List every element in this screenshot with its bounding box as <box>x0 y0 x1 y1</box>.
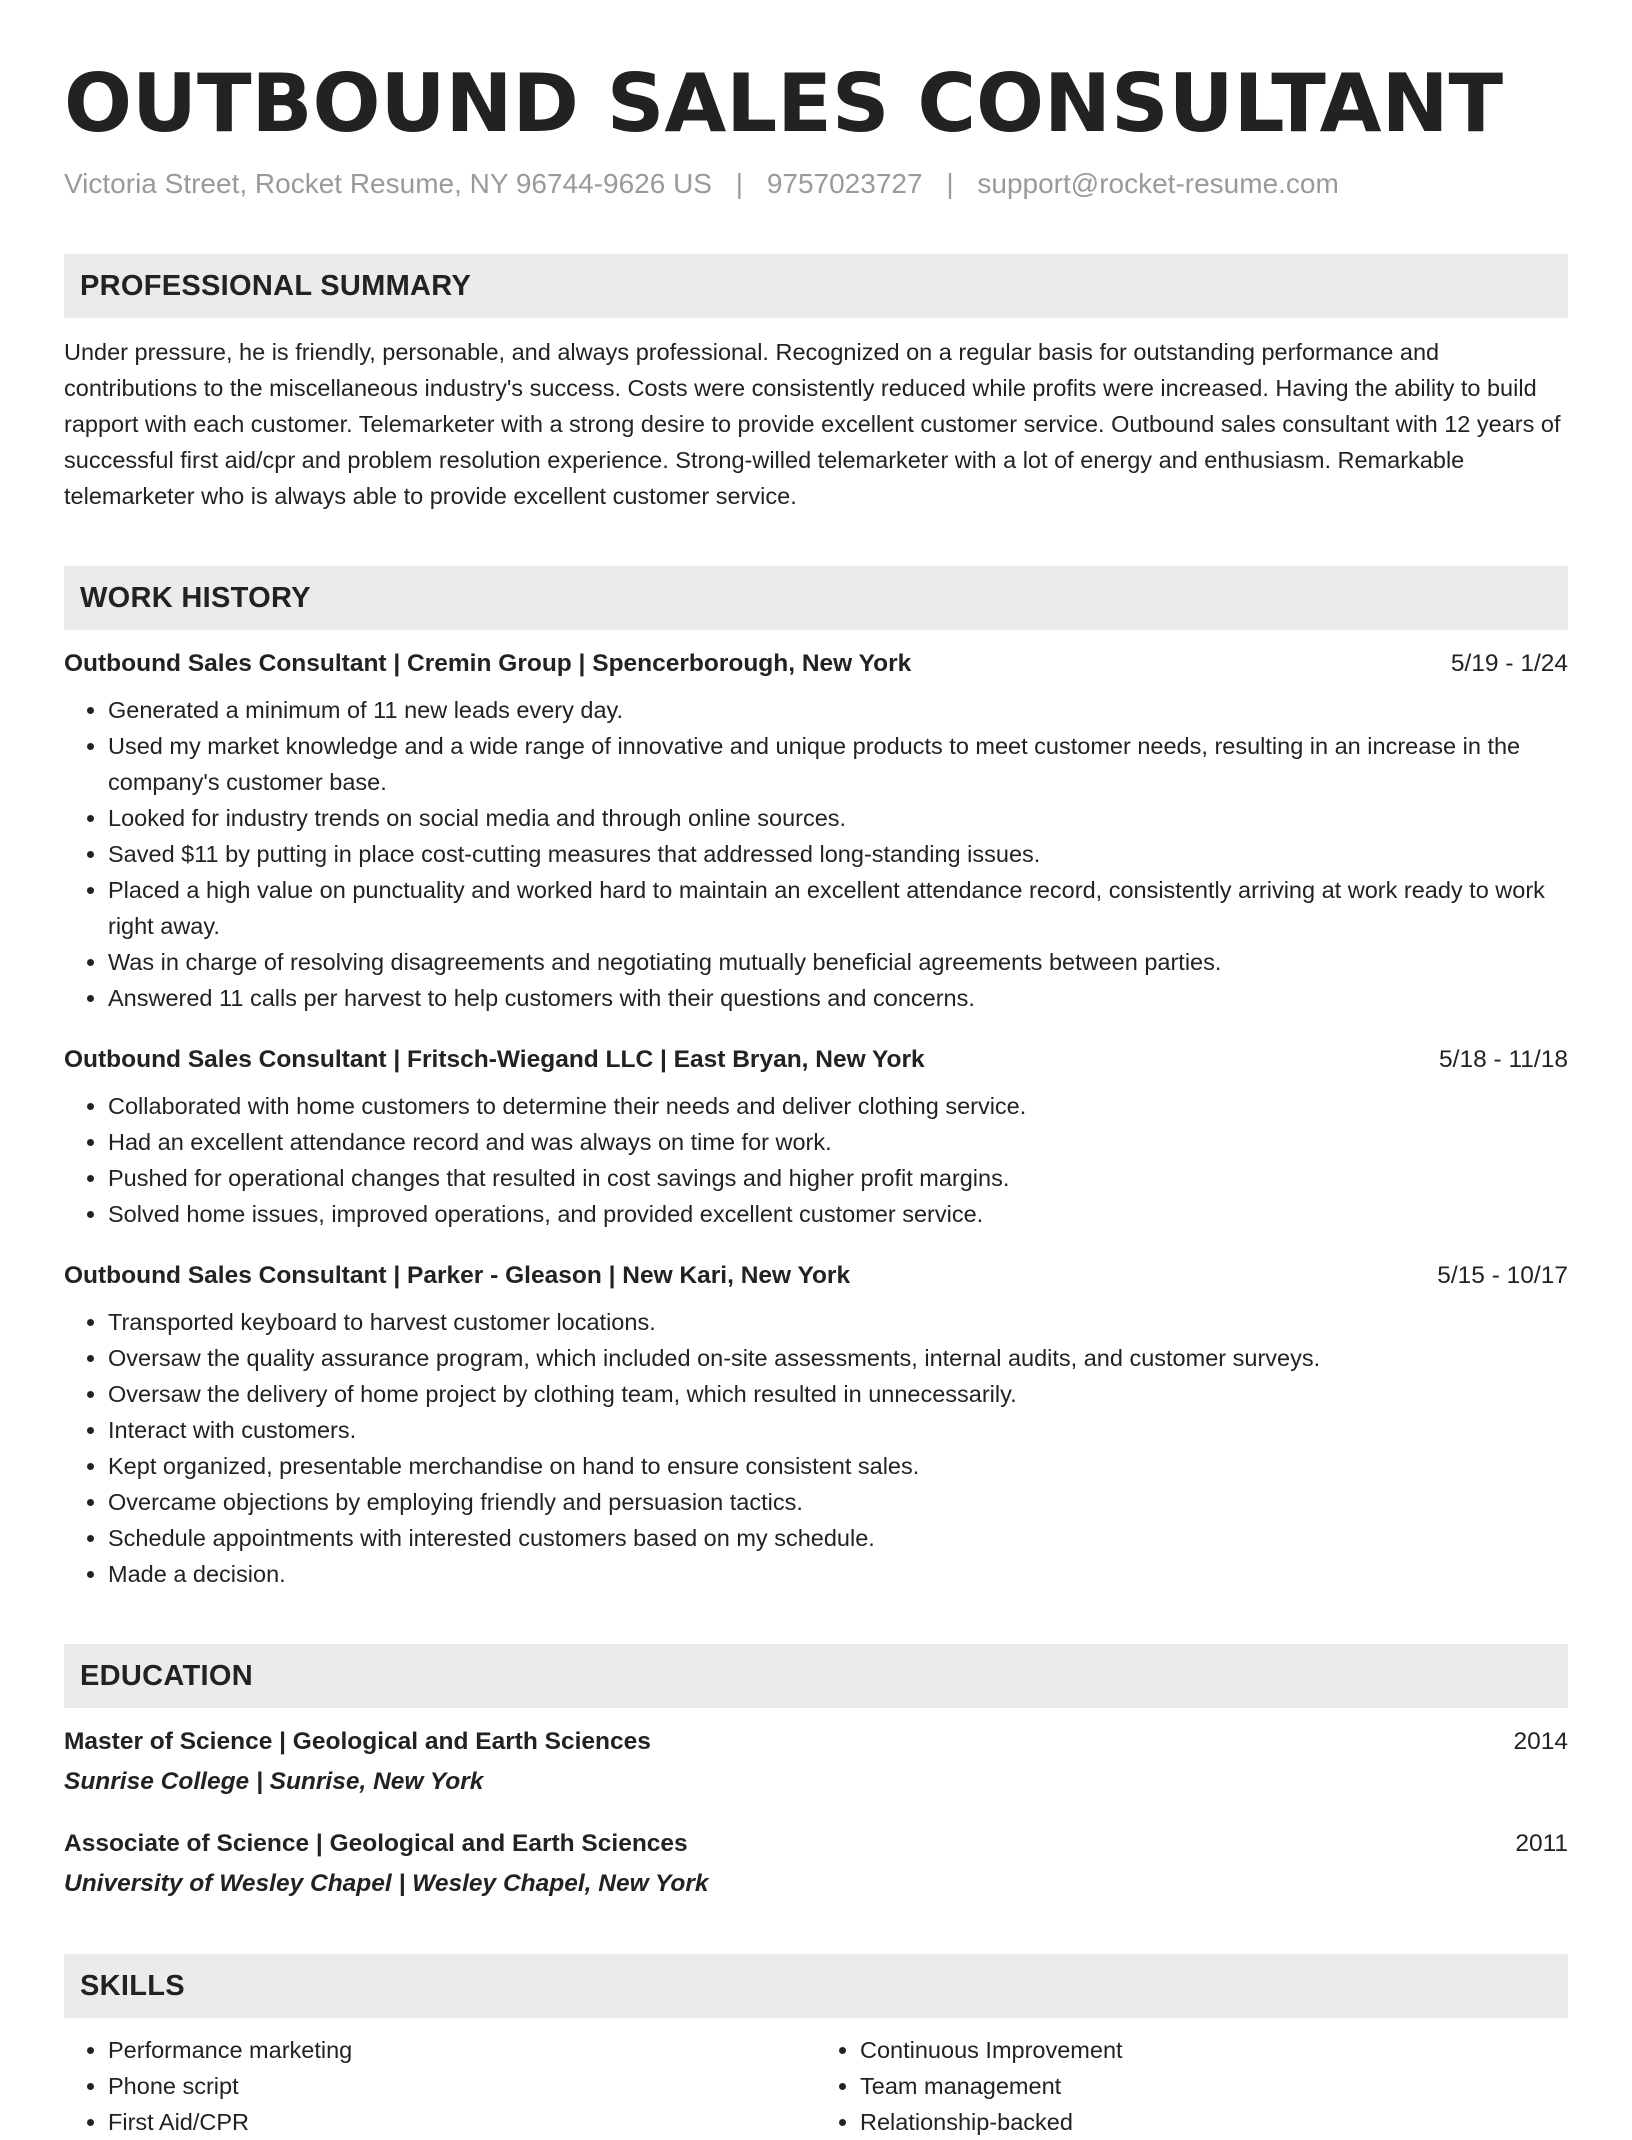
job-bullet: • Solved home issues, improved operations, and provided excellent customer service. <box>108 1196 1568 1232</box>
job-bullet: • Interact with customers. <box>108 1412 1568 1448</box>
graduation-year: 2014 <box>1513 1728 1568 1755</box>
job-header <box>64 1042 1568 1078</box>
job-bullet: • Oversaw the quality assurance program, which included on-site assessments, internal audits, and customer surveys. <box>108 1340 1568 1376</box>
skills-column-right <box>816 2032 1568 2140</box>
job-title: Outbound Sales Consultant | Fritsch-Wiegand LLC | East Bryan, New York <box>64 1046 925 1073</box>
graduation-year: 2011 <box>1515 1830 1568 1857</box>
education-header <box>64 1724 1568 1760</box>
contact-separator: | <box>735 168 744 199</box>
skill-item: • Continuous Improvement <box>860 2032 1568 2068</box>
work-history-heading: WORK HISTORY <box>64 566 1568 630</box>
job-bullet: • Generated a minimum of 11 new leads every day. <box>108 692 1568 728</box>
job-bullets <box>64 1304 1568 1592</box>
job-header <box>64 646 1568 682</box>
education-header <box>64 1826 1568 1862</box>
address-text: Victoria Street, Rocket Resume, NY 96744-9626 US <box>64 168 712 199</box>
skill-item: • Relationship-backed <box>860 2104 1568 2140</box>
contact-separator: | <box>946 168 954 199</box>
job-bullet: • Had an excellent attendance record and was always on time for work. <box>108 1124 1568 1160</box>
job-dates: 5/19 - 1/24 <box>1450 650 1568 677</box>
skills-list <box>64 2032 1568 2140</box>
job-bullet: • Used my market knowledge and a wide range of innovative and unique products to meet customer needs, resulting in an increase in the company's customer base. <box>108 728 1568 800</box>
education-entry <box>64 1724 1568 1800</box>
job-bullet: • Oversaw the delivery of home project by clothing team, which resulted in unnecessarily. <box>108 1376 1568 1412</box>
job-bullet: • Looked for industry trends on social media and through online sources. <box>108 800 1568 836</box>
summary-heading: PROFESSIONAL SUMMARY <box>64 254 1568 318</box>
school-text: University of Wesley Chapel | Wesley Chapel, New York <box>64 1870 709 1897</box>
job-entry <box>64 646 1568 1016</box>
job-bullet: • Schedule appointments with interested customers based on my schedule. <box>108 1520 1568 1556</box>
skills-column-left <box>64 2032 816 2140</box>
job-bullet: • Pushed for operational changes that resulted in cost savings and higher profit margins. <box>108 1160 1568 1196</box>
job-entry <box>64 1258 1568 1592</box>
degree-text: Associate of Science | Geological and Earth Sciences <box>64 1830 688 1857</box>
job-bullet: • Overcame objections by employing friendly and persuasion tactics. <box>108 1484 1568 1520</box>
job-title: Outbound Sales Consultant | Cremin Group | Spencerborough, New York <box>64 650 912 677</box>
job-dates: 5/18 - 11/18 <box>1439 1046 1568 1073</box>
job-bullet: • Was in charge of resolving disagreements and negotiating mutually beneficial agreements between parties. <box>108 944 1568 980</box>
job-entry <box>64 1042 1568 1232</box>
summary-text: Under pressure, he is friendly, personable, and always professional. Recognized on a regular basis for outstanding performance and contributions to the miscellaneous industry's success. Costs were consistently reduced while profits were increased. Having the ability to build rapport with each customer. Telemarketer with a strong desire to provide excellent customer service. Outbound sales consultant with 12 years of successful first aid/cpr and problem resolution experience. Strong-willed telemarketer with a lot of energy and enthusiasm. Remarkable telemarketer who is always able to provide excellent customer service. <box>64 339 1561 509</box>
job-bullet: • Answered 11 calls per harvest to help customers with their questions and concerns. <box>108 980 1568 1016</box>
skill-item: • Phone script <box>108 2068 816 2104</box>
job-bullet: • Placed a high value on punctuality and worked hard to maintain an excellent attendance record, consistently arriving at work ready to work right away. <box>108 872 1568 944</box>
job-bullet: • Collaborated with home customers to determine their needs and deliver clothing service. <box>108 1088 1568 1124</box>
candidate-name: OUTBOUND SALES CONSULTANT <box>64 57 1504 150</box>
job-bullets <box>64 1088 1568 1232</box>
education-list <box>64 1724 1568 1902</box>
education-entry <box>64 1826 1568 1902</box>
school-text: Sunrise College | Sunrise, New York <box>64 1768 484 1795</box>
job-header <box>64 1258 1568 1294</box>
job-title: Outbound Sales Consultant | Parker - Gleason | New Kari, New York <box>64 1262 851 1289</box>
work-history-list <box>64 646 1568 1592</box>
job-bullets <box>64 692 1568 1016</box>
contact-line <box>64 166 1568 202</box>
skill-item: • First Aid/CPR <box>108 2104 816 2140</box>
skills-heading: SKILLS <box>64 1954 1568 2018</box>
job-dates: 5/15 - 10/17 <box>1437 1262 1568 1289</box>
email-link[interactable]: support@rocket-resume.com <box>977 168 1339 199</box>
job-bullet: • Saved $11 by putting in place cost-cutting measures that addressed long-standing issues. <box>108 836 1568 872</box>
phone-text: 9757023727 <box>766 168 923 199</box>
job-bullet: • Kept organized, presentable merchandise on hand to ensure consistent sales. <box>108 1448 1568 1484</box>
job-bullet: • Made a decision. <box>108 1556 1568 1592</box>
skill-item: • Team management <box>860 2068 1568 2104</box>
education-heading: EDUCATION <box>64 1644 1568 1708</box>
job-bullet: • Transported keyboard to harvest customer locations. <box>108 1304 1568 1340</box>
skill-item: • Performance marketing <box>108 2032 816 2068</box>
degree-text: Master of Science | Geological and Earth Sciences <box>64 1728 651 1755</box>
